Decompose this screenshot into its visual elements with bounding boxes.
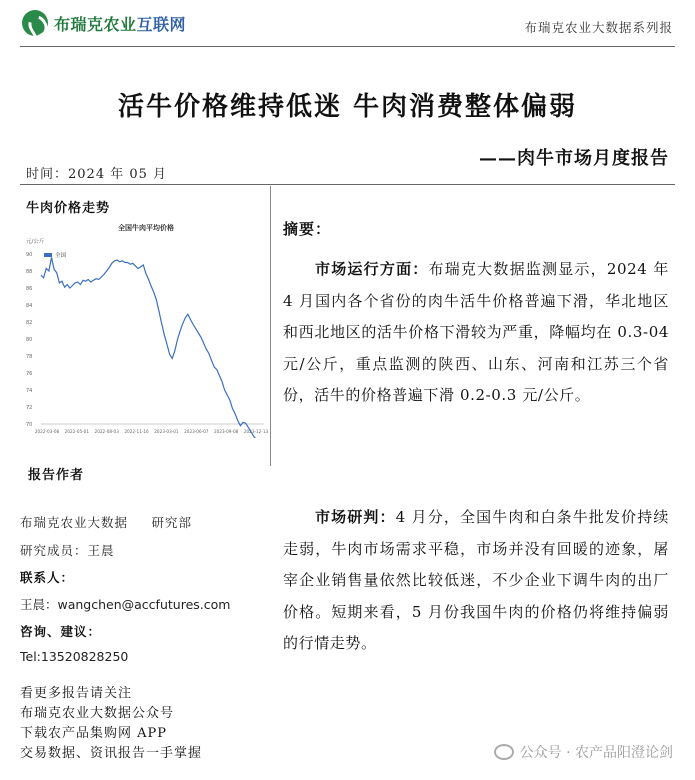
y-tick-label: 86 — [26, 286, 33, 292]
contact-label: 联系人： — [20, 570, 75, 585]
y-tick-label: 78 — [26, 354, 33, 360]
author-section-title: 报告作者 — [28, 468, 85, 483]
company-logo — [22, 10, 186, 36]
plot-area — [41, 257, 264, 438]
x-tick-label: 2022-08-03 — [94, 429, 119, 434]
research-text: 4 月分，全国牛肉和白条牛批发价持续走弱，牛肉市场需求平稳，市场并没有回暖的迹象，屠宰企业销售量依然比较低迷，不少企业下调牛肉的出厂价格。短期来看，5 月份我国牛肉的价格仍将维持偏弱的行情走势。 — [283, 508, 669, 652]
wechat-watermark — [494, 742, 673, 762]
y-tick-label: 82 — [26, 320, 33, 326]
y-tick-label: 72 — [26, 405, 33, 411]
research-label: 市场研判： — [315, 508, 396, 526]
page-header — [0, 0, 695, 48]
y-tick-label: 70 — [26, 422, 33, 428]
column-divider — [270, 186, 271, 466]
y-tick-label: 80 — [26, 337, 33, 343]
chart-title: 全国牛肉平均价格 — [118, 224, 174, 232]
footer-line: 看更多报告请关注 — [20, 686, 133, 701]
report-subtitle: ——肉牛市场月度报告 — [479, 148, 669, 169]
legend-label: 全国 — [55, 253, 67, 259]
series-line — [41, 257, 264, 438]
chart-ylabel: 元/公斤 — [26, 239, 45, 245]
research-paragraph — [283, 502, 669, 660]
y-tick-label: 90 — [26, 252, 33, 258]
consult-label: 咨询、建议： — [20, 624, 102, 639]
x-tick-label: 2023-06-07 — [184, 429, 209, 434]
footer-follow-lines — [20, 684, 202, 764]
x-tick-label: 2022-05-01 — [64, 429, 90, 434]
wechat-icon — [494, 744, 514, 760]
x-tick-label: 2022-03-08 — [34, 429, 60, 434]
author-member: 研究成员：王晨 — [20, 543, 115, 558]
y-tick-label: 88 — [26, 269, 33, 275]
chart-section-title: 牛肉价格走势 — [26, 201, 111, 216]
y-tick-label: 84 — [26, 303, 33, 309]
x-tick-label: 2023-12-13 — [243, 429, 268, 434]
author-dept: 布瑞克农业大数据 研究部 — [20, 515, 192, 530]
footer-line: 布瑞克农业大数据公众号 — [20, 706, 175, 721]
chart-svg — [24, 216, 268, 438]
y-tick-label: 76 — [26, 371, 33, 377]
logo-leaf-icon — [22, 10, 48, 36]
watermark-text: 公众号 · 农产品阳澄论剑 — [519, 745, 673, 761]
header-divider — [20, 46, 675, 47]
report-series: 布瑞克农业大数据系列报 — [524, 20, 673, 35]
footer-line: 交易数据、资讯报告一手掌握 — [20, 746, 203, 761]
y-axis — [26, 252, 32, 428]
logo-text: 布瑞克农业互联网 — [54, 14, 187, 34]
y-tick-label: 74 — [26, 388, 33, 394]
consult-tel: Tel:13520828250 — [20, 649, 129, 664]
x-tick-label: 2023-09-08 — [213, 429, 239, 434]
contact-email: 王晨：wangchen@accfutures.com — [20, 597, 231, 612]
abstract-label: 摘要： — [283, 220, 332, 238]
market-text: 布瑞克大数据监测显示，2024 年 4 月国内各个省份的肉牛活牛价格普遍下滑，华北地区和西北地区的活牛价格下滑较为严重，降幅均在 0.3-04 元/公斤，重点监测的陕西、山东、河南和江苏三个省份，活牛的价格普遍下滑 0.2-0.3 元/公斤。 — [283, 260, 669, 404]
x-axis — [35, 424, 268, 434]
x-tick-label: 2022-11-16 — [124, 429, 149, 434]
market-paragraph — [283, 254, 669, 412]
footer-line: 下载农产品集购网 APP — [20, 726, 168, 741]
beef-price-chart — [24, 216, 268, 438]
report-date: 时间：2024 年 05 月 — [26, 167, 168, 182]
legend-swatch — [44, 253, 52, 257]
market-label: 市场运行方面： — [315, 260, 429, 278]
x-tick-label: 2023-03-01 — [154, 429, 179, 434]
report-title: 活牛价格维持低迷 牛肉消费整体偏弱 — [117, 92, 578, 122]
title-divider — [20, 184, 675, 185]
